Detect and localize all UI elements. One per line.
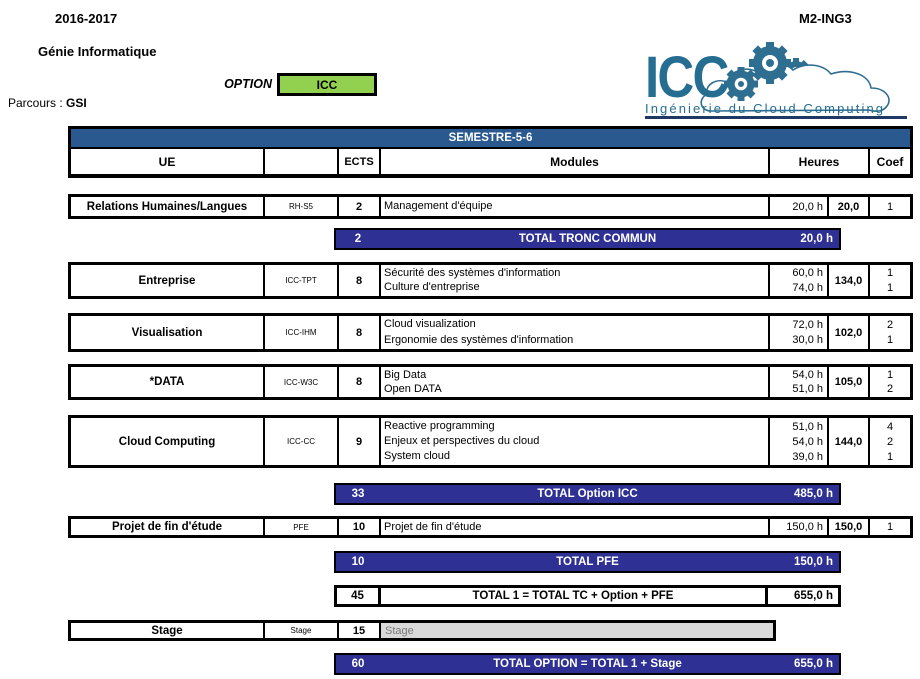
module-name: Big Data [384, 368, 427, 381]
header-ects: ECTS [339, 149, 381, 174]
header-heures: Heures [770, 149, 870, 174]
total-label: TOTAL TRONC COMMUN [518, 233, 657, 245]
ue-code: ICC-W3C [265, 367, 339, 397]
ue-ects: 9 [339, 418, 381, 465]
table-header [68, 126, 913, 178]
module-coef: 1 [886, 521, 894, 533]
option-value-box: ICC [277, 73, 377, 96]
ue-ects: 10 [339, 519, 381, 535]
module-hour: 150,0 h [786, 521, 823, 533]
module-coef: 1 [886, 267, 894, 280]
module-name: Projet de fin d'étude [384, 520, 482, 533]
ue-name: Visualisation [71, 316, 265, 349]
total-tronc-commun-bar [334, 228, 841, 250]
module-coefs [870, 197, 910, 216]
module-coef: 2 [886, 435, 894, 448]
module-coef: 1 [886, 334, 894, 347]
ue-total-hours: 134,0 [829, 265, 870, 296]
ue-ects: 2 [339, 197, 381, 216]
module-hours [770, 519, 829, 535]
ue-name: Entreprise [71, 265, 265, 296]
module-hours [770, 316, 829, 349]
module-name: Sécurité des systèmes d'information [384, 266, 561, 279]
ue-row-data [68, 364, 913, 400]
ue-ects: 15 [339, 623, 381, 638]
total-label: TOTAL 1 = TOTAL TC + Option + PFE [472, 590, 674, 602]
module-hour: 54,0 h [792, 369, 823, 381]
module-hours [770, 197, 829, 216]
icc-logo [645, 38, 907, 118]
module-name: Culture d'entreprise [384, 281, 480, 294]
module-coefs [870, 367, 910, 397]
module-hour: 39,0 h [792, 450, 823, 463]
total-option-icc-bar [334, 483, 841, 505]
ue-code: ICC-TPT [265, 265, 339, 296]
module-hour: 51,0 h [792, 420, 823, 433]
ue-name: Cloud Computing [71, 418, 265, 465]
ue-row-cloud-computing [68, 415, 913, 468]
ue-name: Stage [71, 623, 265, 638]
total-ects: 33 [351, 488, 365, 500]
ue-code: RH-S5 [265, 197, 339, 216]
year-label: 2016-2017 [55, 11, 118, 26]
module-coef: 1 [886, 450, 894, 463]
ue-total-hours: 144,0 [829, 418, 870, 465]
logo-caption: Ingénierie du Cloud Computing [645, 101, 886, 116]
ue-total-hours: 20,0 [829, 197, 870, 216]
module-hours [770, 265, 829, 296]
total-pfe-bar [334, 551, 841, 573]
total-hours: 150,0 h [794, 556, 833, 568]
module-coef: 2 [886, 383, 894, 395]
program-title: Génie Informatique [38, 44, 157, 59]
header-modules: Modules [381, 149, 770, 174]
module-name: Enjeux et perspectives du cloud [384, 435, 540, 448]
logo-underline [645, 116, 907, 119]
ue-row-stage [68, 620, 776, 641]
stage-module-cell: Stage [381, 623, 773, 638]
module-hour: 54,0 h [792, 435, 823, 448]
header-ue: UE [71, 149, 265, 174]
total-hours: 655,0 h [794, 658, 833, 670]
ue-row-entreprise [68, 262, 913, 299]
module-hours [770, 367, 829, 397]
header-code [265, 149, 339, 174]
total-ects: 2 [354, 233, 362, 245]
ue-ects: 8 [339, 367, 381, 397]
module-hour: 74,0 h [792, 281, 823, 294]
module-coef: 2 [886, 318, 894, 331]
module-coefs [870, 265, 910, 296]
total-ects: 45 [337, 588, 381, 604]
module-hour: 72,0 h [792, 318, 823, 331]
module-name: Management d'équipe [384, 200, 493, 213]
ue-row-pfe [68, 516, 913, 538]
ue-total-hours: 102,0 [829, 316, 870, 349]
module-coef: 1 [886, 200, 894, 213]
ue-total-hours: 105,0 [829, 367, 870, 397]
module-names [381, 367, 770, 397]
ue-name: Projet de fin d'étude [71, 519, 265, 535]
module-coefs [870, 316, 910, 349]
total-label: TOTAL OPTION = TOTAL 1 + Stage [493, 658, 682, 670]
ue-total-hours: 150,0 [829, 519, 870, 535]
total-label: TOTAL PFE [556, 556, 619, 568]
module-name: Reactive programming [384, 420, 495, 433]
header-coef: Coef [876, 154, 904, 169]
module-hour: 20,0 h [792, 200, 823, 213]
module-hours [770, 418, 829, 465]
module-coef: 1 [886, 281, 894, 294]
ue-code: PFE [265, 519, 339, 535]
module-name: System cloud [384, 450, 451, 463]
ue-ects: 8 [339, 265, 381, 296]
total-hours: 655,0 h [765, 588, 838, 604]
module-hour: 51,0 h [792, 383, 823, 395]
total-label: TOTAL Option ICC [537, 488, 638, 500]
parcours-value: GSI [66, 96, 87, 110]
parcours-line [8, 96, 87, 110]
semester-bar: SEMESTRE-5-6 [71, 129, 910, 149]
ue-code: ICC-IHM [265, 316, 339, 349]
logo-acronym: ICC [645, 45, 728, 110]
parcours-label: Parcours : [8, 96, 63, 110]
module-names [381, 265, 770, 296]
module-names [381, 418, 770, 465]
ue-code: ICC-CC [265, 418, 339, 465]
module-hour: 30,0 h [792, 334, 823, 347]
ue-row-visualisation [68, 313, 913, 352]
module-coefs [870, 418, 910, 465]
module-hour: 60,0 h [792, 267, 823, 280]
ue-ects: 8 [339, 316, 381, 349]
module-name: Cloud visualization [384, 318, 476, 331]
ue-code: Stage [265, 623, 339, 638]
module-coefs [870, 519, 910, 535]
column-headers [71, 149, 910, 174]
total-option-bar [334, 653, 841, 675]
ue-name: Relations Humaines/Langues [71, 197, 265, 216]
module-names [381, 316, 770, 349]
option-label: OPTION [224, 77, 272, 91]
module-coef: 4 [886, 420, 894, 433]
ue-name: *DATA [71, 367, 265, 397]
total-hours: 485,0 h [794, 488, 833, 500]
module-name: Open DATA [384, 382, 442, 395]
ue-row-relations-humaines [68, 194, 913, 219]
module-name: Ergonomie des systèmes d'information [384, 333, 574, 346]
degree-label: M2-ING3 [799, 11, 852, 26]
module-names [381, 519, 770, 535]
total-1-row [334, 585, 841, 607]
total-hours: 20,0 h [800, 233, 833, 245]
total-ects: 10 [351, 556, 365, 568]
module-coef: 1 [886, 369, 894, 381]
module-names [381, 197, 770, 216]
total-ects: 60 [351, 658, 365, 670]
